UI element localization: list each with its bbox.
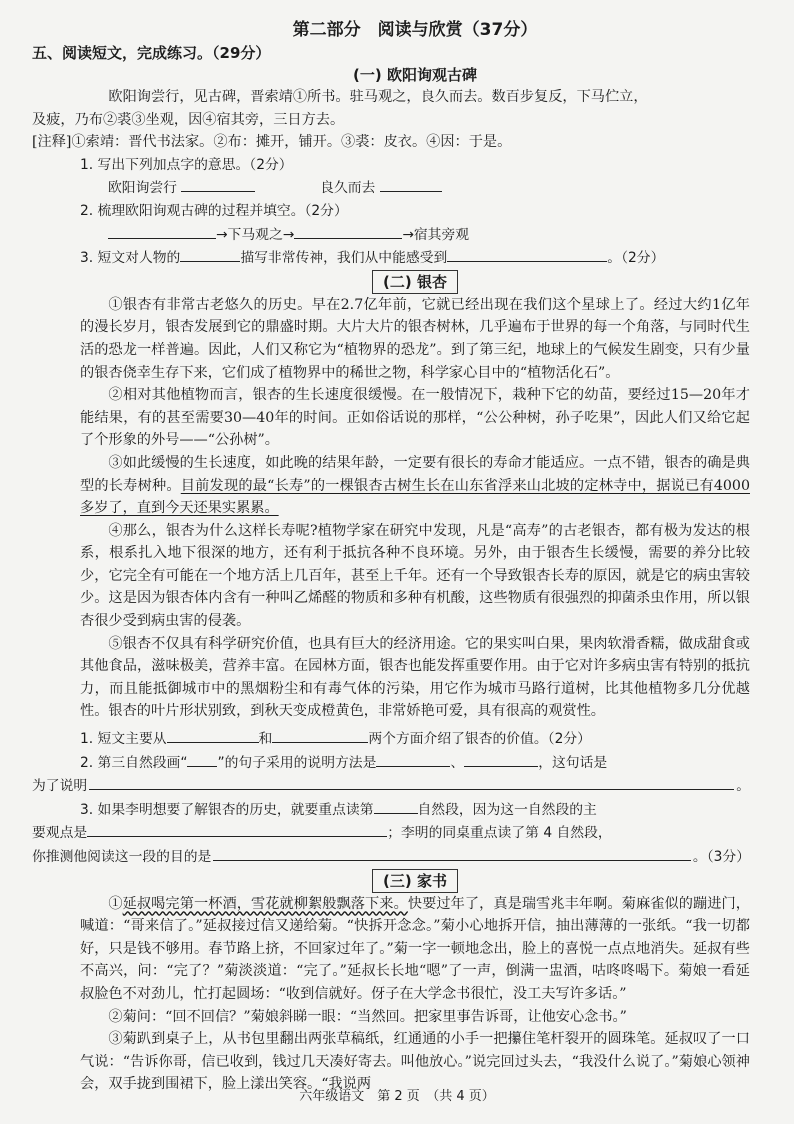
passage1-note: [注释]①索靖：晋代书法家。②布：摊开，铺开。③裘：皮衣。④因：于是。 — [32, 134, 512, 151]
p2q2-blank-d[interactable] — [89, 774, 734, 790]
p2q3-blank-c[interactable] — [213, 845, 691, 861]
para3-text: ③如此缓慢的生长速度，如此晚的结果年龄，一定要有很长的寿命才能适应。一点不错，银杏的确是典型的长寿树种。 — [80, 454, 750, 494]
p2q3-f: 。（3分） — [692, 849, 750, 865]
passage2-para2: ②相对其他植物而言，银杏的生长速度很缓慢。在一般情况下，栽种下它的幼苗，要经过15—20年才能结果，有的甚至需要30—40年的时间。正如俗话说的那样，“公公种树，孙子吃果”，因此人们又给它起了个形象的外号——“公孙树”。 — [80, 387, 750, 449]
p2q1-blank-a[interactable] — [167, 727, 259, 743]
p2q2-b: ”的句子采用的说明方法是 — [217, 754, 377, 771]
para3-underlined: 目前发现的最“长寿”的一棵银杏古树生长在山东省浮来山北坡的定林寺中，据说已有4000多岁了，直到今天还果实累累。 — [80, 477, 750, 517]
q3-text-b: 描写非常传神，我们从中能感受到 — [240, 250, 448, 267]
p2q2-blank-c[interactable] — [464, 751, 538, 767]
passage1-line1: 欧阳询尝行，见古碑，晋索靖①所书。驻马观之，良久而去。数百步复反，下马伫立， — [108, 89, 648, 105]
passage1-q2: 2. 梳理欧阳询观古碑的过程并填空。（2分） — [80, 202, 348, 219]
passage2-q3-cont1 — [32, 821, 750, 845]
passage1-q2-items — [80, 223, 750, 247]
p2q3-a: 3. 如果李明想要了解银杏的历史，就要重点读第 — [80, 801, 374, 818]
passage2-para3 — [80, 452, 750, 520]
q2-blank-a[interactable] — [108, 223, 216, 239]
q3-blank-a[interactable] — [180, 246, 240, 262]
page-footer: 六年级语文 第 2 页 （共 4 页） — [299, 1089, 495, 1104]
p2q2-blank-b[interactable] — [376, 751, 450, 767]
para1-text-d: 麻雀似的蹦进门，喊道：“哥来信了。”延叔接过信又递给菊。“快拆开念念。”菊小心地拆开信，抽出薄薄的一张纸。“我一切都好，只是钱不够用。春节路上挤，不回家过年了。”菊一字一顿地念出，脸上的喜悦一点点地消失。延叔有些不高兴，问：“完了？”菊淡淡道：“完了。”延叔长长地“嗯”了一声，倒满一盅酒，咕咚咚喝下。菊娘一看延叔脸色不对劲儿，忙打起圆场：“收到信就好。伢子在大学念书很忙，没工夫写许多话。” — [80, 895, 750, 1002]
passage1-q1: 1. 写出下列加点字的意思。（2分） — [80, 156, 293, 173]
passage2-para1: ①银杏有非常古老悠久的历史。早在2.7亿年前，它就已经出现在我们这个星球上了。经过大约1亿年的漫长岁月，银杏发展到它的鼎盛时期。大片大片的银杏树林，几乎遍布于世界的每一个角落，与同时代生活的恐龙一样普遍。因此，人们又称它为“植物界的恐龙”。到了第三纪，地球上的气候发生剧变，只有少量的银杏侥幸生存下来，它们成了植物界中的稀世之物，科学家心目中的“植物活化石”。 — [80, 296, 750, 381]
passage2-para4: ④那么，银杏为什么这样长寿呢?植物学家在研究中发现，凡是“高寿”的古老银杏，都有极为发达的根系，根系扎入地下很深的地方，还有利于抵抗各种不良环境。另外，由于银杏生长缓慢，需要的养分比较少，它完全有可能在一个地方活上几百年，甚至上千年。还有一个导致银杏长寿的原因，就是它的病虫害较少。这是因为银杏体内含有一种叫乙烯醛的物质和多种有机酸，这些物质有很强烈的抑菌杀虫作用，所以银杏很少受到病虫害的侵袭。 — [80, 522, 750, 630]
passage2-q1 — [80, 727, 750, 751]
p2q3-e: 你推测他阅读这一段的目的是 — [32, 849, 212, 865]
p2q1-b: 和 — [258, 731, 273, 748]
q1-item-a: 欧阳询尝行 — [108, 180, 177, 197]
passage1-title: (一) 欧阳询观古碑 — [353, 66, 477, 84]
passage2-q2-cont: 为了说明 。 — [32, 774, 750, 798]
q2-blank-b[interactable] — [294, 223, 402, 239]
passage2-title — [80, 270, 750, 294]
p2q2-blank-a[interactable] — [187, 751, 217, 767]
p2q3-blank-b[interactable] — [87, 821, 387, 837]
passage3-para3: ③菊趴到桌子上，从书包里翻出两张草稿纸，红通通的小手一把攥住笔杆裂开的圆珠笔。延叔叹了一口气说：“告诉你哥，信已收到，钱过几天凑好寄去。叫他放心。”说完回过头去，“我没什么说了。”菊娘心领神会，双手拢到围裙下，脸上漾出笑容。“我说两 — [80, 1031, 750, 1093]
p2q2-a: 2. 第三自然段画“ — [80, 754, 188, 771]
p2q3-b: 自然段，因为这一自然段的主 — [417, 801, 597, 818]
p2q3-d: ；李明的同桌重点读了第 4 自然段， — [387, 825, 612, 842]
passage2-title-box: (二) 银杏 — [372, 270, 458, 294]
q3-text-a: 3. 短文对人物的 — [80, 250, 181, 267]
q3-text-c: 。（2分） — [607, 250, 665, 267]
para1-num: ① — [108, 895, 123, 912]
p2q1-c: 两个方面介绍了银杏的价值。（2分） — [368, 731, 591, 748]
passage2-q2 — [80, 751, 750, 775]
p2q3-blank-a[interactable] — [374, 798, 418, 814]
q1-blank-a[interactable] — [181, 176, 255, 192]
passage2-para5: ⑤银杏不仅具有科学研究价值，也具有巨大的经济用途。它的果实叫白果，果肉软滑香糯，做成甜食或其他食品，滋味极美，营养丰富。在园林方面，银杏也能发挥重要作用。由于它对许多病虫害有特别的抵抗力，而且能抵御城市中的黑烟粉尘和有毒气体的污染，用它作为城市马路行道树，比其他植物多几分优越性。银杏的叶片形状别致，到秋天变成橙黄色，非常娇艳可爱，具有很高的观赏性。 — [80, 635, 750, 720]
passage1-q3 — [80, 246, 750, 270]
passage1-q1-items — [80, 176, 750, 200]
p2q2-e: 为了说明 — [32, 778, 88, 795]
para1-wavy-sentence: 延叔喝完第一杯酒，雪花就柳絮般飘落下来。 — [122, 895, 408, 912]
p2q2-c: 、 — [450, 754, 465, 771]
p2q3-c: 要观点是 — [32, 825, 88, 842]
passage3-para2: ②菊问：“回不回信？”菊娘斜睇一眼：“当然回。把家里事告诉哥，让他安心念书。” — [108, 1008, 627, 1025]
para1-text-c: 快要过年了，真是瑞雪兆丰年啊。菊 — [407, 895, 636, 912]
p2q1-blank-b[interactable] — [272, 727, 368, 743]
q2-mid: →下马观之→ — [216, 226, 295, 243]
p2q1-a: 1. 短文主要从 — [80, 731, 167, 748]
passage2-q3-cont2 — [32, 845, 750, 869]
p2q2-d: ，这句话是 — [538, 754, 608, 771]
passage1-line2: 及疲，乃布②裘③坐观，因④宿其旁，三日方去。 — [32, 111, 345, 128]
passage3-title — [80, 869, 750, 893]
passage2-q3 — [80, 798, 750, 822]
section-heading: 五、阅读短文，完成练习。（29分） — [32, 44, 271, 62]
passage3-title-box: (三) 家书 — [372, 869, 458, 893]
q1-blank-b[interactable] — [380, 176, 442, 192]
q3-blank-b[interactable] — [447, 246, 607, 262]
q1-item-b: 良久而去 — [320, 180, 376, 197]
q2-end: →宿其旁观 — [402, 226, 470, 243]
part-title: 第二部分 阅读与欣赏（37分） — [292, 20, 538, 40]
passage3-para1 — [80, 893, 750, 1006]
